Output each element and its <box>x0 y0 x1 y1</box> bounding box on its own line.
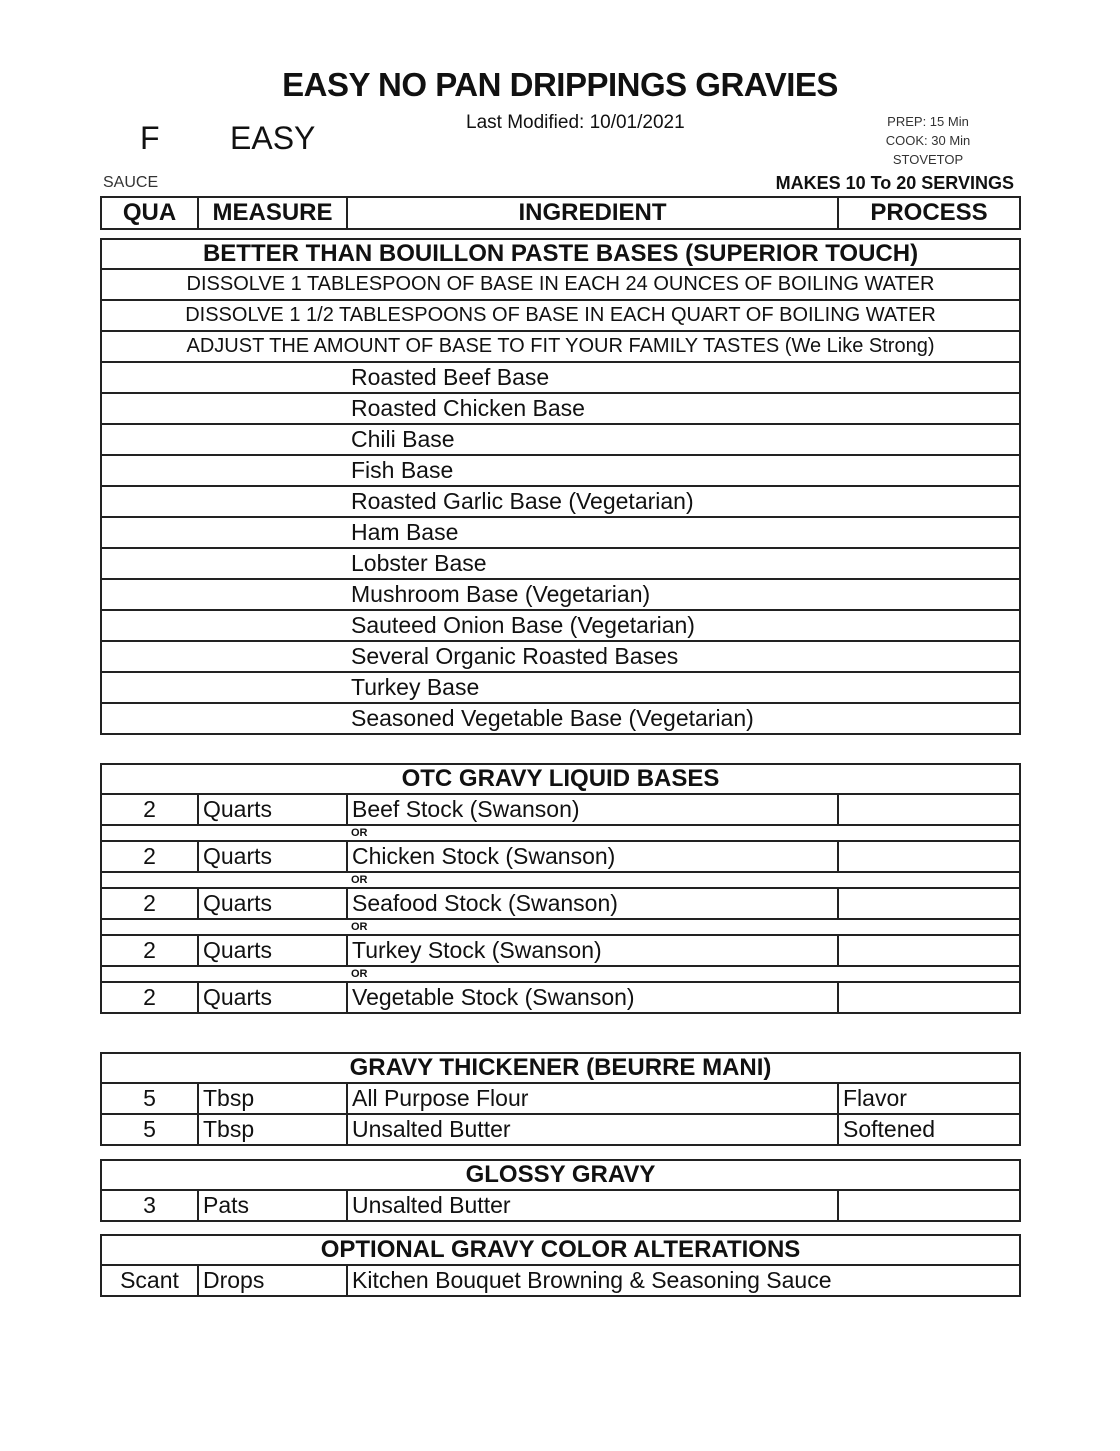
measure-cell: Quarts <box>198 841 347 872</box>
empty-cell <box>101 455 347 486</box>
section-thickener <box>100 1052 1021 1146</box>
measure-cell: Tbsp <box>198 1114 347 1145</box>
empty-cell <box>101 919 347 935</box>
qty-cell: 3 <box>101 1190 198 1221</box>
ingredient-cell: Kitchen Bouquet Browning & Seasoning Sauce <box>347 1265 1020 1296</box>
table-row <box>101 982 1020 1013</box>
ingredient-cell: Roasted Garlic Base (Vegetarian) <box>347 486 1020 517</box>
section-title: GLOSSY GRAVY <box>101 1160 1020 1190</box>
empty-cell <box>101 486 347 517</box>
or-label: OR <box>347 966 1020 982</box>
process-cell: Softened <box>838 1114 1020 1145</box>
or-label: OR <box>347 919 1020 935</box>
ingredient-cell: Chili Base <box>347 424 1020 455</box>
process-cell <box>838 888 1020 919</box>
table-row <box>101 486 1020 517</box>
ingredient-cell: Mushroom Base (Vegetarian) <box>347 579 1020 610</box>
ingredient-cell: Roasted Beef Base <box>347 362 1020 393</box>
ingredient-cell: Turkey Base <box>347 672 1020 703</box>
measure-cell: Drops <box>198 1265 347 1296</box>
recipe-category: SAUCE <box>103 174 159 191</box>
qty-cell: 5 <box>101 1083 198 1114</box>
qty-cell: 2 <box>101 888 198 919</box>
table-row <box>101 610 1020 641</box>
measure-cell: Quarts <box>198 935 347 966</box>
section-color-alterations <box>100 1234 1021 1297</box>
or-separator-row <box>101 825 1020 841</box>
empty-cell <box>101 517 347 548</box>
ingredient-cell: Turkey Stock (Swanson) <box>347 935 838 966</box>
qty-cell: 2 <box>101 794 198 825</box>
ingredient-cell: Unsalted Butter <box>347 1114 838 1145</box>
empty-cell <box>101 872 347 888</box>
section-note: DISSOLVE 1 1/2 TABLESPOONS OF BASE IN EACH QUART OF BOILING WATER <box>101 300 1020 331</box>
empty-cell <box>101 672 347 703</box>
table-row <box>101 517 1020 548</box>
ingredient-cell: Fish Base <box>347 455 1020 486</box>
ingredient-cell: Chicken Stock (Swanson) <box>347 841 838 872</box>
section-title: GRAVY THICKENER (BEURRE MANI) <box>101 1053 1020 1083</box>
empty-cell <box>101 825 347 841</box>
table-row <box>101 1265 1020 1296</box>
qty-cell: 2 <box>101 982 198 1013</box>
empty-cell <box>101 703 347 734</box>
or-separator-row <box>101 919 1020 935</box>
process-cell <box>838 982 1020 1013</box>
or-label: OR <box>347 872 1020 888</box>
empty-cell <box>101 579 347 610</box>
qty-cell: Scant <box>101 1265 198 1296</box>
ingredient-cell: Lobster Base <box>347 548 1020 579</box>
cook-method: STOVETOP <box>892 152 964 167</box>
table-row <box>101 841 1020 872</box>
column-header-table <box>100 196 1021 230</box>
measure-cell: Tbsp <box>198 1083 347 1114</box>
table-row <box>101 1190 1020 1221</box>
column-measure: MEASURE <box>198 197 347 229</box>
process-cell <box>838 794 1020 825</box>
table-row <box>101 935 1020 966</box>
ingredient-cell: Several Organic Roasted Bases <box>347 641 1020 672</box>
or-separator-row <box>101 872 1020 888</box>
ingredient-cell: Seafood Stock (Swanson) <box>347 888 838 919</box>
section-glossy-gravy <box>100 1159 1021 1222</box>
table-row <box>101 424 1020 455</box>
process-cell: Flavor <box>838 1083 1020 1114</box>
table-row <box>101 794 1020 825</box>
cook-time: COOK: 30 Min <box>885 133 971 148</box>
table-row <box>101 393 1020 424</box>
measure-cell: Quarts <box>198 982 347 1013</box>
qty-cell: 2 <box>101 841 198 872</box>
ingredient-cell: All Purpose Flour <box>347 1083 838 1114</box>
ingredient-cell: Seasoned Vegetable Base (Vegetarian) <box>347 703 1020 734</box>
empty-cell <box>101 966 347 982</box>
section-title: OTC GRAVY LIQUID BASES <box>101 764 1020 794</box>
empty-cell <box>101 548 347 579</box>
section-title: OPTIONAL GRAVY COLOR ALTERATIONS <box>101 1235 1020 1265</box>
section-note: ADJUST THE AMOUNT OF BASE TO FIT YOUR FAMILY TASTES (We Like Strong) <box>101 331 1020 362</box>
table-row <box>101 455 1020 486</box>
qty-cell: 5 <box>101 1114 198 1145</box>
ingredient-cell: Unsalted Butter <box>347 1190 838 1221</box>
empty-cell <box>101 610 347 641</box>
column-ingredient: INGREDIENT <box>347 197 838 229</box>
table-row <box>101 579 1020 610</box>
measure-cell: Pats <box>198 1190 347 1221</box>
empty-cell <box>101 393 347 424</box>
ingredient-cell: Roasted Chicken Base <box>347 393 1020 424</box>
recipe-difficulty: EASY <box>230 120 316 156</box>
table-row <box>101 703 1020 734</box>
ingredient-cell: Sauteed Onion Base (Vegetarian) <box>347 610 1020 641</box>
measure-cell: Quarts <box>198 888 347 919</box>
recipe-title: EASY NO PAN DRIPPINGS GRAVIES <box>282 66 838 103</box>
section-note: DISSOLVE 1 TABLESPOON OF BASE IN EACH 24 OUNCES OF BOILING WATER <box>101 269 1020 300</box>
recipe-rating: F <box>140 120 160 156</box>
process-cell <box>838 935 1020 966</box>
section-title: BETTER THAN BOUILLON PASTE BASES (SUPERIOR TOUCH) <box>101 239 1020 269</box>
section-bases <box>100 238 1021 735</box>
time-info <box>872 112 984 169</box>
or-label: OR <box>347 825 1020 841</box>
or-separator-row <box>101 966 1020 982</box>
empty-cell <box>101 424 347 455</box>
last-modified: Last Modified: 10/01/2021 <box>466 112 685 133</box>
qty-cell: 2 <box>101 935 198 966</box>
servings: MAKES 10 To 20 SERVINGS <box>775 173 1014 193</box>
empty-cell <box>101 362 347 393</box>
ingredient-cell: Ham Base <box>347 517 1020 548</box>
prep-time: PREP: 15 Min <box>887 114 969 129</box>
table-row <box>101 548 1020 579</box>
measure-cell: Quarts <box>198 794 347 825</box>
empty-cell <box>101 641 347 672</box>
column-process: PROCESS <box>838 197 1020 229</box>
section-liquid-bases <box>100 763 1021 1014</box>
ingredient-cell: Vegetable Stock (Swanson) <box>347 982 838 1013</box>
column-qua: QUA <box>101 197 198 229</box>
table-row <box>101 888 1020 919</box>
process-cell <box>838 841 1020 872</box>
table-row <box>101 641 1020 672</box>
table-row <box>101 1114 1020 1145</box>
table-row <box>101 672 1020 703</box>
table-row <box>101 362 1020 393</box>
table-row <box>101 1083 1020 1114</box>
ingredient-cell: Beef Stock (Swanson) <box>347 794 838 825</box>
process-cell <box>838 1190 1020 1221</box>
